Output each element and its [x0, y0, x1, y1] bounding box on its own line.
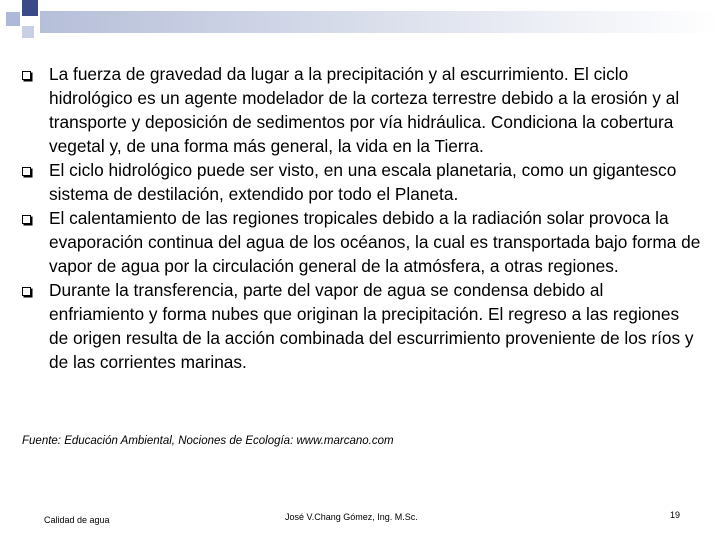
footer-author: José V.Chang Gómez, Ing. M.Sc.: [285, 512, 418, 522]
bullet-text: El calentamiento de las regiones tropicales debido a la radiación solar provoca la evaporación continua del agua de los océanos, la cual es transportada bajo forma de vapor de agua por la circulación general de la atmósfera, a otras regiones.: [49, 208, 701, 276]
square-bullet-icon: [22, 215, 31, 224]
bullet-list: [22, 62, 702, 374]
footer-subject: Calidad de agua: [44, 515, 110, 525]
header-decoration: [0, 0, 720, 50]
square-bullet-icon: [22, 71, 31, 80]
bullet-item: [22, 158, 702, 206]
bullet-item: [22, 206, 702, 278]
bullet-text: La fuerza de gravedad da lugar a la precipitación y al escurrimiento. El ciclo hidrológico es un agente modelador de la corteza terrestre debido a la erosión y al transporte y deposición de sedimentos por vía hidráulica. Condiciona la cobertura vegetal y, de una forma más general, la vida en la Tierra.: [49, 64, 680, 156]
page-number: 19: [670, 510, 681, 520]
source-citation: Fuente: Educación Ambiental, Nociones de Ecología: www.marcano.com: [22, 435, 394, 447]
square-bullet-icon: [22, 167, 31, 176]
bullet-text: El ciclo hidrológico puede ser visto, en una escala planetaria, como un gigantesco sistema de destilación, extendido por todo el Planeta.: [49, 160, 677, 204]
bullet-text: Durante la transferencia, parte del vapor de agua se condensa debido al enfriamiento y forma nubes que originan la precipitación. El regreso a las regiones de origen resulta de la acción combinada del escurrimiento proveniente de los ríos y de las corrientes marinas.: [49, 280, 694, 372]
header-square-light: [6, 12, 20, 26]
square-bullet-icon: [22, 287, 31, 296]
header-square-dark: [22, 0, 38, 16]
header-square-light-small: [22, 26, 34, 38]
bullet-item: [22, 62, 702, 158]
bullet-item: [22, 278, 702, 374]
header-gradient-band: [40, 11, 720, 33]
